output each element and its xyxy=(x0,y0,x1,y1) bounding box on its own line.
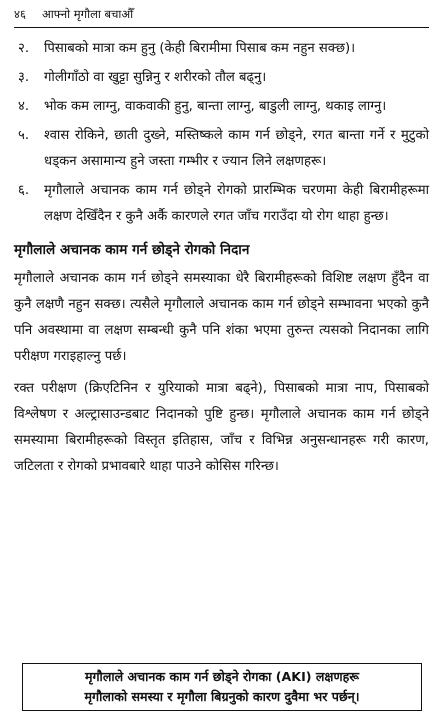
list-item-number: २. xyxy=(18,41,30,56)
body-paragraph: रक्त परीक्षण (क्रिएटिनिन र युरियाको मात्रा बढ्ने), पिसाबको मात्रा नाप, पिसाबको विश्लेषण र अल्ट्रासाउन्डबाट निदानको पुष्टि हुन्छ। मृगौलाले अचानक काम गर्न छोड्ने समस्यामा बिरामीहरूको विस्तृत इतिहास, जाँच र विभिन्न अनुसन्धानहरू गरी कारण, जटिलता र रोगको प्रभावबारे थाहा पाउने कोसिस गरिन्छ। xyxy=(14,381,429,474)
list-item-text: श्वास रोकिने, छाती दुख्ने, मस्तिष्कले काम गर्न छोड्ने, रगत बान्ता गर्ने र मुटुको धड्कन असामान्य हुने जस्ता गम्भीर र ज्यान लिने लक्षणहरू। xyxy=(44,128,429,169)
list-item-text: पिसाबको मात्रा कम हुनु (केही बिरामीमा पिसाब कम नहुन सक्छ)। xyxy=(44,41,356,56)
list-item xyxy=(14,65,429,91)
list-item-text: मृगौलाले अचानक काम गर्न छोड्ने रोगको प्रारम्भिक चरणमा केही बिरामीहरूमा लक्षण देखिँदैन र कुनै अर्कै कारणले रगत जाँच गराउँदा यो रोग थाहा हुन्छ। xyxy=(44,183,429,224)
list-item-number: ५. xyxy=(18,128,30,143)
list-item xyxy=(14,36,429,62)
running-title: आफ्नो मृगौला बचाऔँ xyxy=(41,7,134,21)
callout-line-1: मृगौलाले अचानक काम गर्न छोड्ने रोगका (AKI) लक्षणहरू xyxy=(84,669,360,684)
list-item-number: ३. xyxy=(18,70,30,85)
list-item xyxy=(14,178,429,230)
list-item-number: ६. xyxy=(18,183,30,198)
callout-line-2: मृगौलाको समस्या र मृगौला बिग्रनुको कारण दुवैमा भर पर्छन्। xyxy=(84,689,360,704)
list-item xyxy=(14,123,429,175)
list-item-text: गोलीगाँठो वा खुट्टा सुन्निनु र शरीरको तौल बढ्नु। xyxy=(44,70,267,85)
page-number: ४६ xyxy=(14,7,26,21)
section-heading: मृगौलाले अचानक काम गर्न छोड्ने रोगको निदान xyxy=(14,242,250,258)
list-item xyxy=(14,94,429,120)
list-item-number: ४. xyxy=(18,99,30,114)
header-divider xyxy=(14,27,429,28)
list-item-text: भोक कम लाग्नु, वाकवाकी हुनु, बान्ता लाग्नु, बाडुली लाग्नु, थकाइ लाग्नु। xyxy=(44,99,387,114)
symptom-list xyxy=(14,36,429,230)
body-paragraph: मृगौलाले अचानक काम गर्न छोड्ने समस्याका धेरै बिरामीहरूको विशिष्ट लक्षण हुँदैन वा कुनै लक्षणै नहुन सक्छ। त्यसैले मृगौलाले अचानक काम गर्न छोड्ने सम्भावना भएको कुनै पनि अवस्थामा वा लक्षण सम्बन्धी कुनै पनि शंका भएमा तुरुन्त त्यसको निदानका लागि परीक्षण गराइहाल्नु पर्छ। xyxy=(14,271,429,364)
page-header xyxy=(14,6,429,22)
callout-box xyxy=(22,663,422,711)
